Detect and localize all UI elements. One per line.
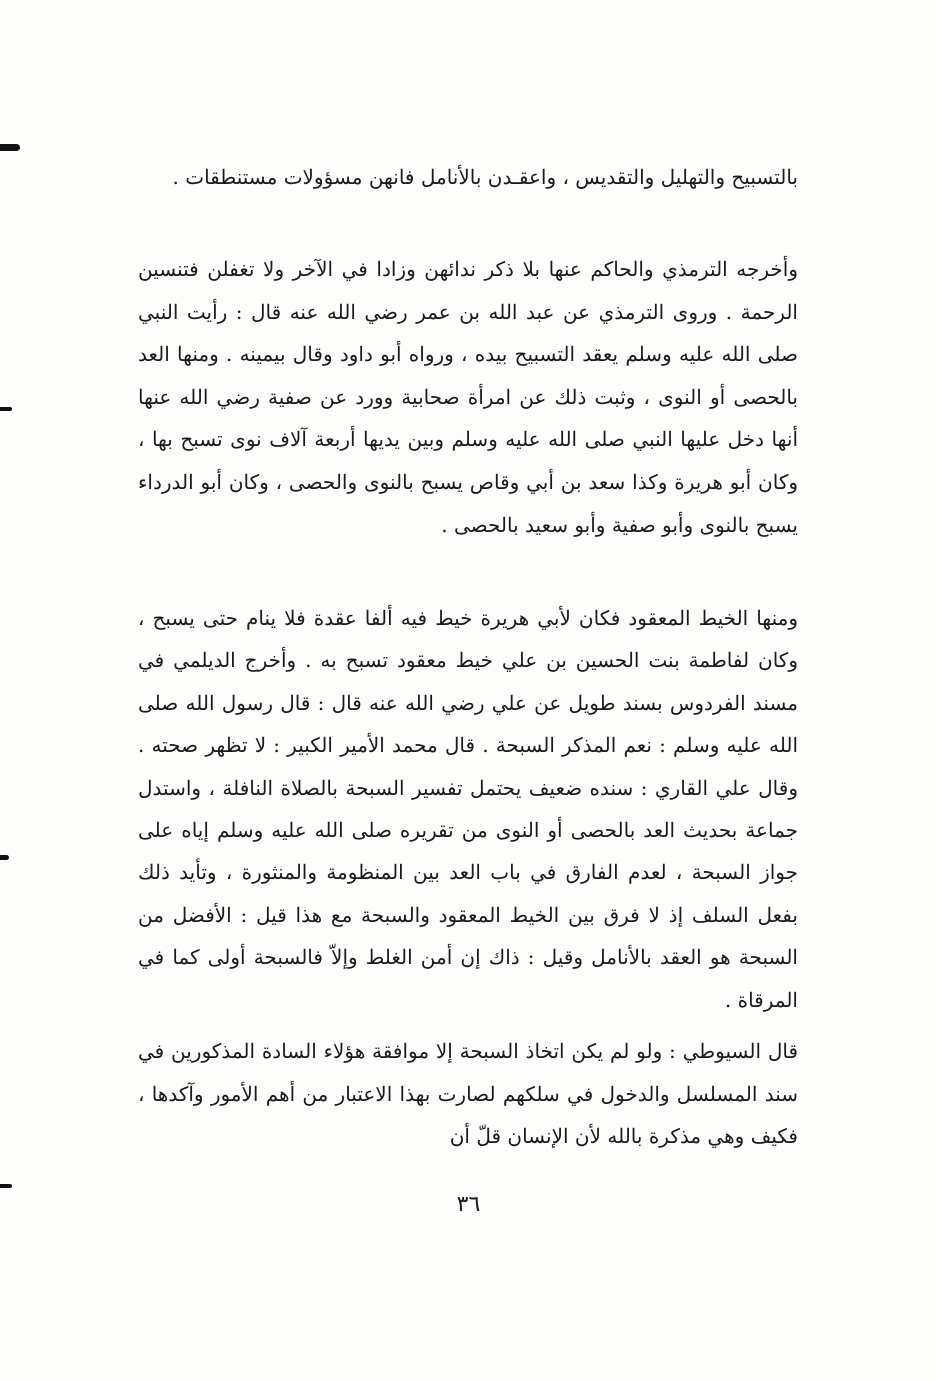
paragraph-2: وأخرجه الترمذي والحاكم عنها بلا ذكر ندائهن وزادا في الآخر ولا تغفلن فتنسين الرحمة . وروى الترمذي عن عبد الله بن عمر رضي الله عنه قال : رأيت النبي صلى الله عليه وسلم يعقد التسبيح بيده ، ورواه أبو داود وقال بيمينه . ومنها العد بالحصى أو النوى ، وثبت ذلك عن امرأة صحابية وورد عن صفية رضي الله عنها أنها دخل عليها النبي صلى الله عليه وسلم وبين يديها أربعة آلاف نوى تسبح بها ، وكان أبو هريرة وكذا سعد بن أبي وقاص يسبح بالنوى والحصى ، وكان أبو الدرداء يسبح بالنوى وأبو صفية وأبو سعيد بالحصى . <box>138 257 798 537</box>
page-number: ٣٦ <box>456 1192 481 1217</box>
scan-edge-mark <box>0 1184 12 1188</box>
scan-edge-mark <box>0 407 12 411</box>
paragraph-1: بالتسبيح والتهليل والتقديس ، واعقـدن بالأنامل فانهن مسؤولات مستنطقات . <box>172 165 798 189</box>
scan-edge-mark <box>0 855 9 860</box>
scan-edge-mark <box>0 144 20 151</box>
paragraph-3: ومنها الخيط المعقود فكان لأبي هريرة خيط فيه ألفا عقدة فلا ينام حتى يسبح ، وكان لفاطمة بنت الحسين بن علي خيط معقود تسبح به . وأخرج الديلمي في مسند الفردوس بسند طويل عن علي رضي الله عنه قال : قال رسول الله صلى الله عليه وسلم : نعم المذكر السبحة . قال محمد الأمير الكبير : لا تظهر صحته . وقال علي القاري : سنده ضعيف يحتمل تفسير السبحة بالصلاة النافلة ، واستدل جماعة بحديث العد بالحصى أو النوى من تقريره صلى الله عليه وسلم إياه على جواز السبحة ، لعدم الفارق في باب العد بين المنظومة والمنثورة ، وتأيد ذلك بفعل السلف إذ لا فرق بين الخيط المعقود والسبحة مع هذا قيل : الأفضل من السبحة هو العقد بالأنامل وقيل : ذاك إن أمن الغلط وإلاّ فالسبحة أولى كما في المرقاة . <box>138 606 799 1012</box>
paragraph-4: قال السيوطي : ولو لم يكن اتخاذ السبحة إلا موافقة هؤلاء السادة المذكورين في سند المسلسل والدخول في سلكهم لصارت بهذا الاعتبار من أهم الأمور وآكدها ، فكيف وهي مذكرة بالله لأن الإنسان قلّ أن <box>138 1039 798 1149</box>
